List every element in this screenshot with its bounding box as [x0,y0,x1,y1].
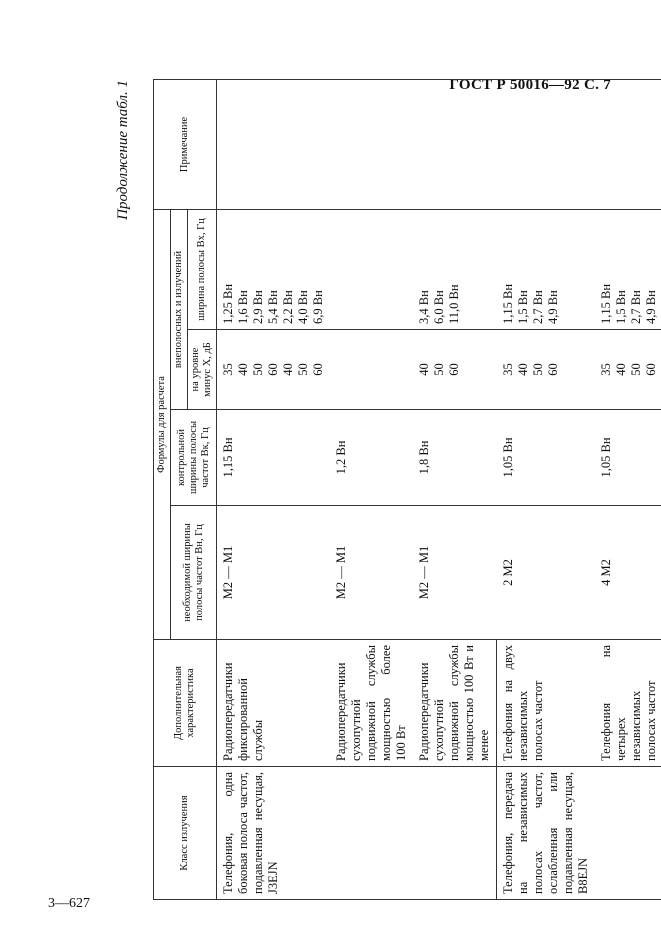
width-cell: 3,4 Bн 6,0 Bн 11,0 Bн [413,209,497,329]
level-cell: 35 40 50 60 40 50 60 [217,330,331,410]
header-out-of-band: внеполосных и излучений [171,209,188,409]
control-cell: 1,05 Bн [497,410,596,506]
class-cell: Телефония, передача на независимых полосах частот, ослабленная или подавленная несущая, B8EJN [497,767,596,900]
note-cell [330,79,413,209]
header-necessary: необходимой ширины полосы частот Bн, Гц [171,506,217,640]
header-additional: Дополнительная характеристика [154,640,217,767]
necessary-cell: M2 — M1 [413,506,497,640]
necessary-cell: 4 M2 [595,506,661,640]
header-control: контрольной ширины полосы частот Bк, Гц [171,410,217,506]
table-row [413,79,497,899]
note-cell [497,79,596,209]
note-cell [413,79,497,209]
width-cell: 1,15 Bн 1,5 Bн 2,7 Bн 4,9 Bн [497,209,596,329]
document-code: ГОСТ Р 50016—92 С. 7 [449,77,611,93]
level-cell: 35 40 50 60 [497,330,596,410]
header-class: Класс излучения [154,767,217,900]
class-cell [595,767,661,900]
class-cell: Телефония, одна боковая полоса частот, подавленная несущая, J3EJN [217,767,331,900]
additional-cell: Телефония на двух независимых полосах частот [497,640,596,767]
necessary-cell: 2 M2 [497,506,596,640]
continuation-caption: Продолжение табл. 1 [115,80,131,220]
note-cell [595,79,661,209]
header-width: ширина полосы Bх, Гц [188,209,217,329]
class-cell [413,767,497,900]
control-cell: 1,8 Bн [413,410,497,506]
table-row [217,79,331,899]
necessary-cell: M2 — M1 [330,506,413,640]
level-cell: 40 50 60 [413,330,497,410]
necessary-cell: M2 — M1 [217,506,331,640]
level-cell: 35 40 50 60 [595,330,661,410]
table-row [595,79,661,899]
control-cell: 1,15 Bн [217,410,331,506]
header-note: Примечание [154,79,217,209]
header-level: на уровне минус X, дБ [188,330,217,410]
control-cell: 1,2 Bн [330,410,413,506]
rotated-table-area [113,80,658,900]
class-cell [330,767,413,900]
note-cell [217,79,331,209]
additional-cell: Радиопередатчики сухопутной подвижной службы мощностью более 100 Вт [330,640,413,767]
width-cell: 1,15 Bн 1,5 Bн 2,7 Bн 4,9 Bн [595,209,661,329]
table-row [330,79,413,899]
width-cell [330,209,413,329]
emission-table [153,79,661,900]
page-marker: 3—627 [48,896,90,911]
header-formulas: Формулы для расчета [154,209,171,639]
additional-cell: Радиопередатчики фиксированной службы [217,640,331,767]
additional-cell: Радиопередатчики сухопутной подвижной службы мощностью 100 Вт и менее [413,640,497,767]
control-cell: 1,05 Bн [595,410,661,506]
width-cell: 1,25 Bн 1,6 Bн 2,9 Bн 5,4 Bн 2,2 Bн 4,0 Bн 6,9 Bн [217,209,331,329]
additional-cell: Телефония на четырех независимых полосах частот [595,640,661,767]
table-row [497,79,596,899]
level-cell [330,330,413,410]
